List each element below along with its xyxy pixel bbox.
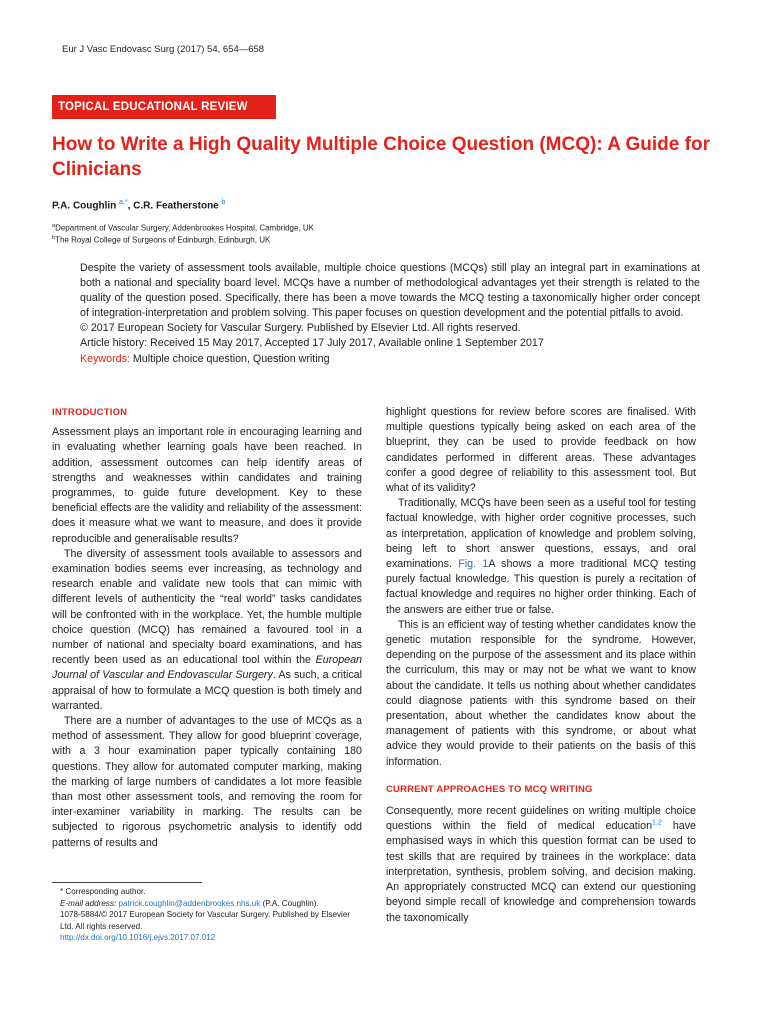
affiliation-text: The Royal College of Surgeons of Edinburgh, Edinburgh, UK — [55, 235, 271, 245]
email-suffix: (P.A. Coughlin). — [260, 898, 319, 908]
paragraph: This is an efficient way of testing whether candidates know the genetic mutation responsible for the syndrome. However, depending on the purpose of the assessment and its place within the curriculum, this may or may not be what we want to know about the candidate. It tells us nothing about whether candidates could diagnose patients with this syndrome based on their presentation, about whether the candidates know about the management of patients with this syndrome, or about what advice they would provide to their patients on the basis of this information. — [386, 618, 696, 768]
figure-reference-link[interactable]: Fig. 1 — [458, 558, 489, 571]
paragraph: There are a number of advantages to the use of MCQs as a method of assessment. They allow for good blueprint coverage, with a 3 hour examination paper typically containing 180 questions. They allow for automated computer marking, making the marking of large numbers of candidates a lot more feasible than most other assessment tools, and removing the room for inter-examiner variability in marking. The results can be subjected to rigorous psychometric analysis to identify odd patterns of results and — [52, 715, 362, 849]
paragraph: highlight questions for review before scores are finalised. With multiple questions typically being asked on each area of the blueprint, they can be used to provide feedback on how candidates performed in different areas. These advantages confer a good degree of reliability to this assessment tool. But what of its validity? — [386, 406, 696, 495]
issn-copyright: 1078-5884/© 2017 European Society for Vascular Surgery. Published by Elsevier Ltd. All rights reserved. — [60, 910, 351, 931]
left-column — [52, 405, 362, 851]
abstract — [80, 261, 700, 367]
affiliation-marker: b — [52, 235, 56, 241]
section-badge: TOPICAL EDUCATIONAL REVIEW — [52, 95, 276, 119]
paragraph — [52, 547, 362, 714]
paragraph: Assessment plays an important role in encouraging learning and in evaluating whether learning goals have been reached. In addition, assessment outcomes can help identify areas of strengths and weaknesses within candidates and training programmes, to guide future development. Key to these beneficial effects are the validity and reliability of the assessment: does it measure what we want to measure, and does it provide reproducible and generalisable results? — [52, 426, 362, 545]
journal-reference: Eur J Vasc Endovasc Surg (2017) 54, 654—658 — [62, 44, 265, 55]
author-affiliation-marker[interactable]: a,* — [119, 199, 128, 206]
article-history: Article history: Received 15 May 2017, Accepted 17 July 2017, Available online 1 September 2017 — [80, 337, 544, 350]
email-link[interactable]: patrick.coughlin@addenbrookes.nhs.uk — [118, 898, 261, 908]
paragraph-text: Consequently, more recent guidelines on writing multiple choice questions within the field of medical education — [386, 805, 696, 833]
author-name: P.A. Coughlin — [52, 200, 117, 212]
article-title: How to Write a High Quality Multiple Choice Question (MCQ): A Guide for Clinicians — [52, 134, 710, 180]
doi-link[interactable]: http://dx.doi.org/10.1016/j.ejvs.2017.07.012 — [60, 933, 216, 942]
journal-name: European Journal of Vascular and Endovascular Surgery — [52, 654, 362, 682]
paragraph — [386, 496, 696, 618]
affiliation — [52, 223, 314, 233]
footnote-divider — [52, 882, 202, 883]
abstract-body: Despite the variety of assessment tools available, multiple choice questions (MCQs) still play an integral part in examinations at both a national and speciality board level. MCQs have a number of methodological advantages yet their strength is related to the quality of the question posed. Specifically, there has been a move towards the MCQ testing a taxonomically higher order concept of integration-interpretation and problem solving. This paper focuses on question development and the potential pitfalls to avoid. — [80, 262, 700, 320]
keywords-label: Keywords: — [80, 352, 130, 365]
citation-link[interactable]: 1,2 — [652, 819, 662, 827]
paragraph-text: A shows a more traditional MCQ testing purely factual knowledge. This question is purely a recitation of factual knowledge and requires no higher order thinking. Each of the answers are either true or false. — [386, 558, 696, 616]
corresponding-author-note: * Corresponding author. — [60, 887, 146, 896]
paragraph — [386, 804, 696, 926]
keywords-text: Multiple choice question, Question writing — [132, 352, 330, 365]
copyright-line: © 2017 European Society for Vascular Surgery. Published by Elsevier Ltd. All rights reserved. — [80, 322, 521, 335]
section-heading-current-approaches: CURRENT APPROACHES TO MCQ WRITING — [386, 783, 593, 795]
author-affiliation-marker[interactable]: b — [221, 199, 226, 206]
affiliation — [52, 235, 270, 245]
author-list — [52, 199, 225, 211]
section-heading-introduction: INTRODUCTION — [52, 407, 128, 418]
footnotes — [52, 886, 364, 944]
paragraph-text: Traditionally, MCQs have been seen as a useful tool for testing factual knowledge, with higher order cognitive processes, such as interpretation, application of knowledge and problem solving, being left to short answer questions, essays, and oral examinations. — [386, 497, 696, 571]
author-name: C.R. Featherstone — [133, 200, 219, 212]
email-label: E-mail address: — [60, 898, 117, 908]
affiliation-text: Department of Vascular Surgery, Addenbrookes Hospital, Cambridge, UK — [55, 223, 315, 233]
affiliation-marker: a — [52, 223, 56, 229]
paragraph-text: The diversity of assessment tools available to assessors and examination bodies seems ever increasing, as technology and research enable and validate new tools that can mimic with different levels of authenticity the “real world” tasks candidates will be confronted with in the workplace. Yet, the humble multiple choice question (MCQ) has remained a favoured tool in a number of national and specialty board examinations, and has recently been used as an educational tool within the — [52, 547, 362, 667]
paragraph-text: . As such, a critical appraisal of how to formulate a MCQ question is both timely and warranted. — [52, 669, 363, 712]
email-line — [52, 898, 364, 910]
author-separator: , — [127, 200, 131, 212]
right-column — [386, 405, 696, 926]
keywords-line — [80, 352, 700, 367]
paragraph-text: have emphasised ways in which this question format can be used to test skills that are required by trainees in the workplace: data interpretation, synthesis, problem solving, and decision making. An appropriately constructed MCQ can extend our questioning beyond simple recall of knowledge and comprehension towards the taxonomically — [386, 820, 696, 924]
